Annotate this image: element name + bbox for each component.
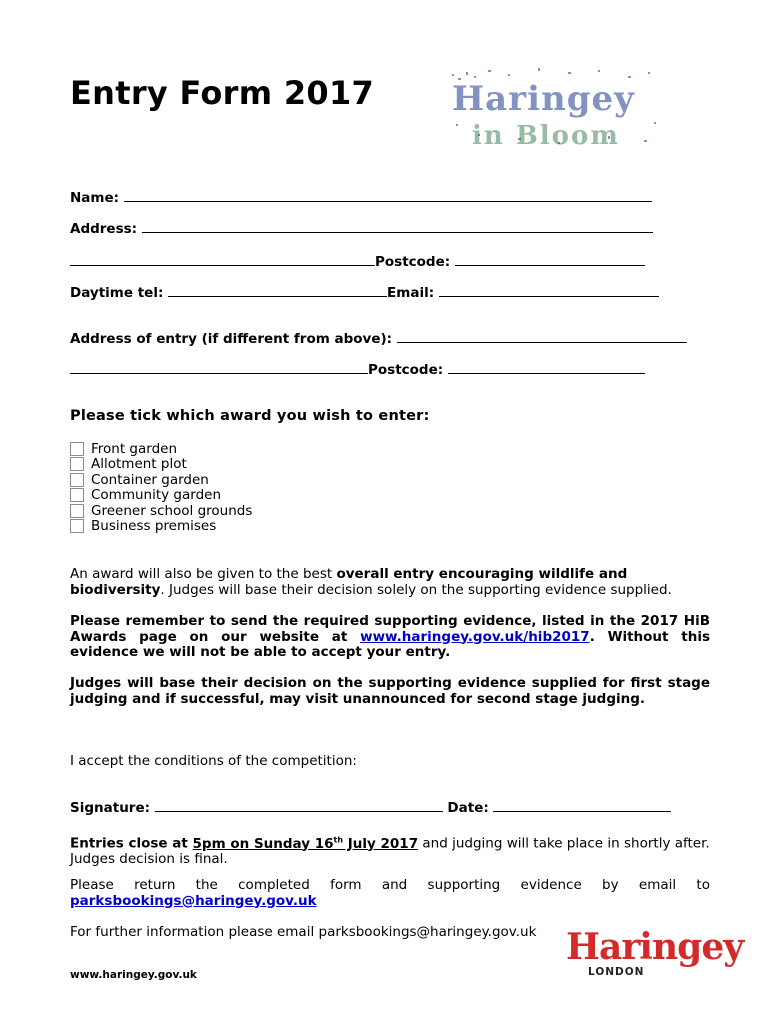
checkbox[interactable] bbox=[70, 519, 84, 533]
svg-text:Haringey: Haringey bbox=[452, 79, 635, 119]
award-note-text: . Judges will base their decision solely on the supporting evidence supplied. bbox=[160, 581, 672, 598]
postcode-label: Postcode: bbox=[375, 254, 451, 270]
award-option-container-garden[interactable] bbox=[70, 472, 252, 488]
entry-postcode-field[interactable] bbox=[70, 362, 645, 378]
name-input-line[interactable] bbox=[124, 190, 652, 202]
name-field[interactable] bbox=[70, 190, 652, 206]
email-label: Email: bbox=[387, 285, 435, 301]
daytime-tel-input-line[interactable] bbox=[168, 285, 387, 297]
return-paragraph bbox=[70, 878, 710, 909]
signature-label: Signature: bbox=[70, 800, 151, 816]
address-input-line[interactable] bbox=[142, 221, 653, 233]
award-option-community-garden[interactable] bbox=[70, 488, 252, 504]
closing-time-text: 5pm on Sunday 16 bbox=[192, 835, 334, 852]
signature-field[interactable] bbox=[70, 800, 671, 816]
entry-address-field[interactable] bbox=[70, 331, 687, 347]
judging-paragraph: Judges will base their decision on the supporting evidence supplied for first stage judging and if successful, may visit unannounced for second stage judging. bbox=[70, 675, 710, 707]
checkbox[interactable] bbox=[70, 442, 84, 456]
award-label: Container garden bbox=[91, 471, 209, 488]
haringey-london-logo bbox=[566, 926, 744, 983]
award-label: Community garden bbox=[91, 487, 222, 504]
address-field[interactable] bbox=[70, 221, 653, 237]
award-label: Greener school grounds bbox=[91, 502, 253, 519]
checkbox[interactable] bbox=[70, 457, 84, 471]
return-text: Please return the completed form and supporting evidence by email to bbox=[70, 877, 710, 893]
award-option-front-garden[interactable] bbox=[70, 441, 252, 457]
haringey-in-bloom-logo bbox=[448, 64, 664, 152]
award-label: Allotment plot bbox=[91, 456, 187, 473]
closing-date-text: July 2017 bbox=[343, 835, 419, 852]
award-option-allotment-plot[interactable] bbox=[70, 457, 252, 473]
closing-paragraph bbox=[70, 832, 710, 868]
award-note-text: An award will also be given to the best bbox=[70, 566, 337, 582]
accept-conditions-text: I accept the conditions of the competition: bbox=[70, 753, 357, 769]
checkbox[interactable] bbox=[70, 488, 84, 502]
entry-postcode-input-line[interactable] bbox=[448, 362, 645, 374]
further-info-text: For further information please email parksbookings@haringey.gov.uk bbox=[70, 924, 537, 940]
entry-address-input-line[interactable] bbox=[397, 331, 687, 343]
evidence-text: . Without this evidence we will not be able to accept your entry. bbox=[70, 628, 710, 660]
award-label: Front garden bbox=[91, 440, 178, 457]
page-title: Entry Form 2017 bbox=[70, 74, 375, 112]
brand-name: Haringey bbox=[566, 926, 744, 968]
entry-address-label: Address of entry (if different from above): bbox=[70, 331, 393, 347]
checkbox[interactable] bbox=[70, 473, 84, 487]
svg-text:in Bloom: in Bloom bbox=[472, 121, 620, 151]
closing-superscript: th bbox=[333, 835, 344, 844]
footer-url: www.haringey.gov.uk bbox=[70, 969, 197, 981]
date-label: Date: bbox=[447, 800, 489, 816]
award-option-greener-school-grounds[interactable] bbox=[70, 503, 252, 519]
signature-input-line[interactable] bbox=[155, 800, 443, 812]
award-note-bold: overall entry encouraging wildlife and biodiversity bbox=[70, 566, 628, 598]
daytime-tel-label: Daytime tel: bbox=[70, 285, 164, 301]
contact-field[interactable] bbox=[70, 285, 659, 301]
entry-postcode-label: Postcode: bbox=[368, 362, 444, 378]
parksbookings-email-link[interactable]: parksbookings@haringey.gov.uk bbox=[70, 892, 317, 909]
address-label: Address: bbox=[70, 221, 138, 237]
postcode-input-line[interactable] bbox=[455, 254, 645, 266]
name-label: Name: bbox=[70, 190, 120, 206]
award-note-paragraph bbox=[70, 567, 710, 598]
entry-address-line-2-input[interactable] bbox=[70, 362, 368, 374]
brand-sub: LONDON bbox=[588, 966, 645, 978]
evidence-text: Please remember to send the required supporting evidence, listed in the 2017 HiB Awards page on our website at bbox=[70, 613, 710, 645]
checkbox[interactable] bbox=[70, 504, 84, 518]
closing-text: and judging will take place in shortly after. Judges decision is final. bbox=[70, 835, 710, 867]
postcode-field[interactable] bbox=[70, 254, 645, 270]
evidence-paragraph bbox=[70, 614, 710, 661]
email-input-line[interactable] bbox=[439, 285, 659, 297]
hib2017-link[interactable]: www.haringey.gov.uk/hib2017 bbox=[360, 628, 590, 645]
award-label: Business premises bbox=[91, 518, 217, 535]
address-line-2-input[interactable] bbox=[70, 254, 375, 266]
award-options-list bbox=[70, 441, 252, 534]
closing-text: Entries close at bbox=[70, 835, 193, 852]
award-option-business-premises[interactable] bbox=[70, 519, 252, 535]
closing-time bbox=[193, 836, 419, 852]
award-heading: Please tick which award you wish to enter: bbox=[70, 408, 430, 424]
date-input-line[interactable] bbox=[493, 800, 671, 812]
